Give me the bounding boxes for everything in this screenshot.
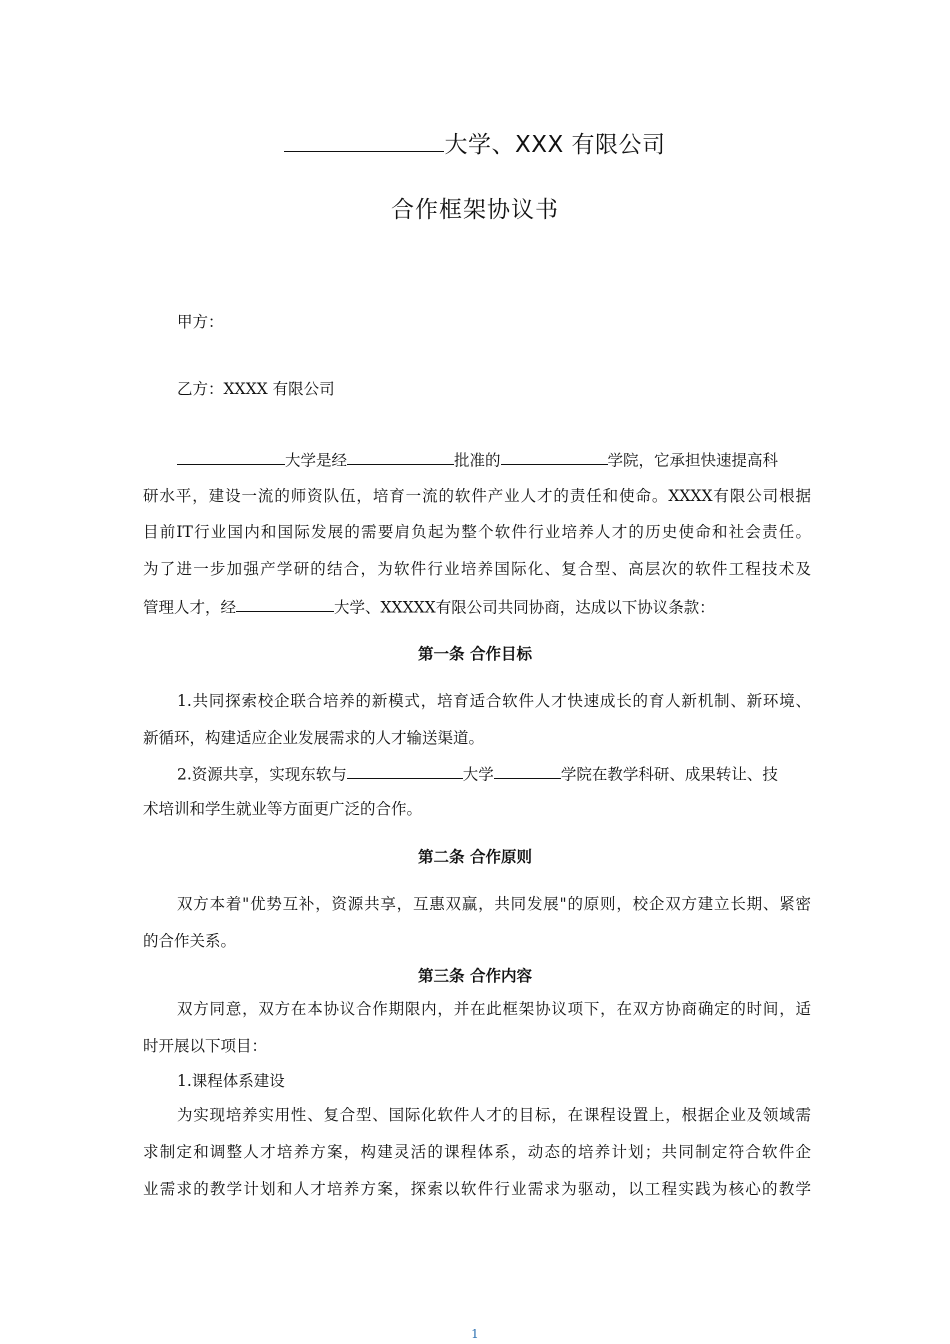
intro-line-4: 为了进一步加强产学研的结合，为软件行业培养国际化、复合型、高层次的软件工程技术及	[143, 560, 811, 578]
art2-line-2: 的合作关系。	[143, 932, 237, 950]
blank-field	[236, 595, 334, 612]
document-title-line2: 合作框架协议书	[391, 197, 559, 223]
blank-field	[501, 448, 608, 465]
art3-p-line-3: 业需求的教学计划和人才培养方案，探索以软件行业需求为驱动，以工程实践为核心的教学	[143, 1180, 811, 1198]
art3-p-line-1: 为实现培养实用性、复合型、国际化软件人才的目标，在课程设置上，根据企业及领域需	[177, 1106, 811, 1124]
blank-field	[494, 762, 561, 779]
art3-p-line-2: 求制定和调整人才培养方案，构建灵活的课程体系，动态的培养计划；共同制定符合软件企	[143, 1143, 811, 1161]
article-1-heading: 第一条 合作目标	[418, 645, 532, 663]
art1-p1-line-1: 1.共同探索校企联合培养的新模式，培育适合软件人才快速成长的育人新机制、新环境、	[177, 692, 811, 710]
art1-p2-line-1: 2.资源共享，实现东软与 大学 学院在教学科研、成果转让、技	[177, 762, 811, 785]
title-blank	[284, 127, 444, 152]
blank-field	[177, 448, 285, 465]
article-3-heading: 第三条 合作内容	[418, 967, 532, 985]
intro-line-5: 管理人才，经 大学、XXXXX有限公司共同协商，达成以下协议条款：	[143, 595, 811, 618]
page-number: 1	[471, 1327, 479, 1341]
art1-p1-line-2: 新循环，构建适应企业发展需求的人才输送渠道。	[143, 729, 485, 747]
intro-line-1: 大学是经 批准的 学院，它承担快速提高科	[177, 448, 811, 471]
article-2-heading: 第二条 合作原则	[418, 848, 532, 866]
intro-line-3: 目前IT行业国内和国际发展的需要肩负起为整个软件行业培养人才的历史使命和社会责任。	[143, 523, 811, 541]
art2-line-1: 双方本着"优势互补，资源共享，互惠双赢，共同发展"的原则，校企双方建立长期、紧密	[177, 895, 811, 913]
art3-line-1: 双方同意，双方在本协议合作期限内，并在此框架协议项下，在双方协商确定的时间，适	[177, 1000, 811, 1018]
party-b: 乙方：XXXX 有限公司	[177, 380, 335, 398]
party-a: 甲方：	[177, 313, 224, 331]
document-title-line1	[0, 126, 950, 159]
art3-item-1: 1.课程体系建设	[177, 1072, 285, 1090]
blank-field	[347, 762, 463, 779]
title-text: 大学、XXX 有限公司	[444, 132, 666, 158]
blank-field	[347, 448, 454, 465]
intro-line-2: 研水平，建设一流的师资队伍，培育一流的软件产业人才的责任和使命。XXXX有限公司根据	[143, 487, 811, 505]
art1-p2-line-2: 术培训和学生就业等方面更广泛的合作。	[143, 800, 423, 818]
art3-line-2: 时开展以下项目：	[143, 1037, 268, 1055]
